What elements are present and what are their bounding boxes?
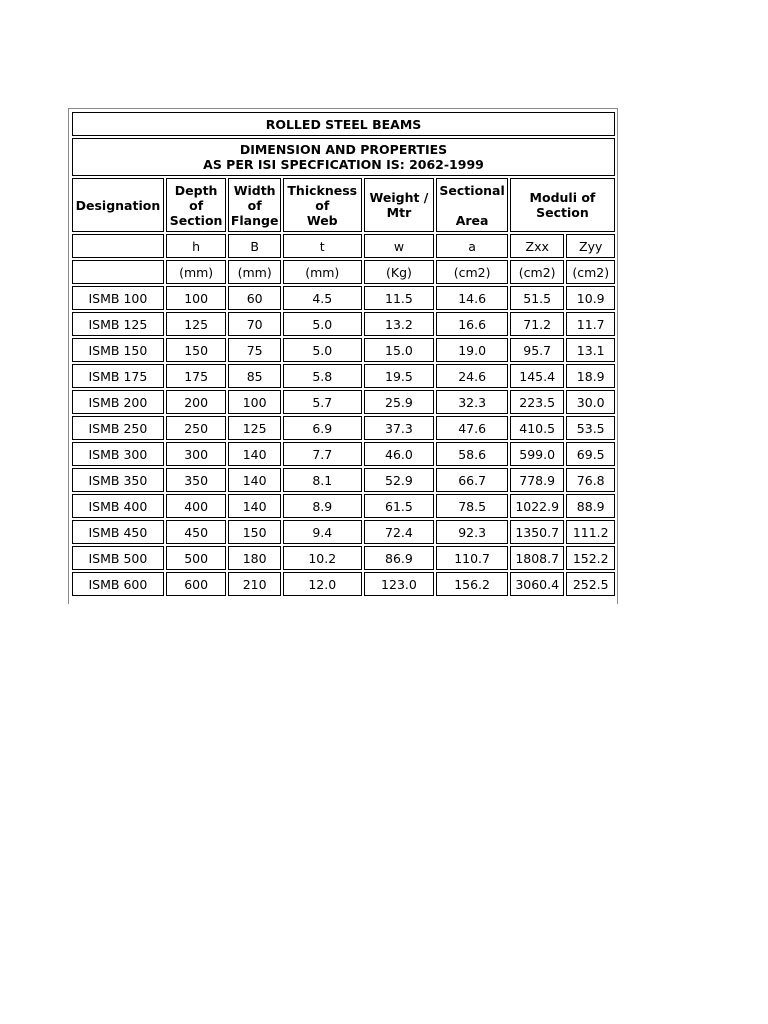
table-row: [72, 520, 615, 544]
table-cell: ISMB 450: [72, 520, 164, 544]
table-cell: 4.5: [283, 286, 362, 310]
table-cell: 85: [228, 364, 280, 388]
table-cell: 145.4: [510, 364, 565, 388]
table-row: [72, 338, 615, 362]
table-cell: 69.5: [566, 442, 615, 466]
table-cell: ISMB 350: [72, 468, 164, 492]
table-cell: 18.9: [566, 364, 615, 388]
table-cell: 200: [166, 390, 227, 414]
unit-cell: [72, 260, 164, 284]
symbol-cell: h: [166, 234, 227, 258]
table-cell: 152.2: [566, 546, 615, 570]
unit-cell: (mm): [166, 260, 227, 284]
table-cell: 24.6: [436, 364, 508, 388]
table-cell: 140: [228, 494, 280, 518]
header-area: Sectional Area: [436, 178, 508, 232]
table-cell: 66.7: [436, 468, 508, 492]
table-cell: 350: [166, 468, 227, 492]
table-cell: 100: [166, 286, 227, 310]
table-cell: 600: [166, 572, 227, 596]
table-cell: 60: [228, 286, 280, 310]
table-cell: 3060.4: [510, 572, 565, 596]
table-cell: ISMB 200: [72, 390, 164, 414]
unit-row: [72, 260, 615, 284]
table-cell: 252.5: [566, 572, 615, 596]
symbol-cell: t: [283, 234, 362, 258]
table-cell: ISMB 300: [72, 442, 164, 466]
header-width: Width of Flange: [228, 178, 280, 232]
table-cell: 175: [166, 364, 227, 388]
table-row: [72, 286, 615, 310]
table-cell: 210: [228, 572, 280, 596]
table-cell: 25.9: [364, 390, 435, 414]
table-cell: 15.0: [364, 338, 435, 362]
table-cell: 1808.7: [510, 546, 565, 570]
table-row: [72, 442, 615, 466]
table-cell: 11.5: [364, 286, 435, 310]
table-cell: 5.0: [283, 312, 362, 336]
table-cell: ISMB 250: [72, 416, 164, 440]
table-cell: 125: [228, 416, 280, 440]
table-cell: 140: [228, 442, 280, 466]
table-frame: [68, 108, 618, 604]
table-cell: 400: [166, 494, 227, 518]
table-cell: 53.5: [566, 416, 615, 440]
table-cell: 150: [228, 520, 280, 544]
table-title: ROLLED STEEL BEAMS: [72, 112, 615, 136]
table-cell: 5.8: [283, 364, 362, 388]
table-cell: 13.2: [364, 312, 435, 336]
table-cell: ISMB 175: [72, 364, 164, 388]
table-cell: 180: [228, 546, 280, 570]
symbol-cell: w: [364, 234, 435, 258]
table-cell: ISMB 600: [72, 572, 164, 596]
header-designation: Designation: [72, 178, 164, 232]
table-cell: 52.9: [364, 468, 435, 492]
table-cell: 123.0: [364, 572, 435, 596]
unit-cell: (cm2): [566, 260, 615, 284]
table-cell: 8.1: [283, 468, 362, 492]
header-moduli: Moduli of Section: [510, 178, 615, 232]
unit-cell: (Kg): [364, 260, 435, 284]
symbol-cell: [72, 234, 164, 258]
table-cell: 16.6: [436, 312, 508, 336]
table-cell: 450: [166, 520, 227, 544]
table-cell: 10.9: [566, 286, 615, 310]
table-cell: 71.2: [510, 312, 565, 336]
subtitle-line-1: DIMENSION AND PROPERTIES: [239, 142, 448, 157]
table-row: [72, 364, 615, 388]
table-cell: 86.9: [364, 546, 435, 570]
symbol-cell: a: [436, 234, 508, 258]
table-cell: 72.4: [364, 520, 435, 544]
unit-cell: (mm): [228, 260, 280, 284]
table-cell: 19.5: [364, 364, 435, 388]
table-row: [72, 546, 615, 570]
symbol-cell: Zxx: [510, 234, 565, 258]
table-cell: 37.3: [364, 416, 435, 440]
table-cell: 1350.7: [510, 520, 565, 544]
header-thickness: Thickness of Web: [283, 178, 362, 232]
table-cell: 78.5: [436, 494, 508, 518]
table-cell: 76.8: [566, 468, 615, 492]
header-depth: Depth of Section: [166, 178, 227, 232]
symbol-cell: B: [228, 234, 280, 258]
table-cell: 75: [228, 338, 280, 362]
table-cell: ISMB 400: [72, 494, 164, 518]
table-cell: 7.7: [283, 442, 362, 466]
table-cell: 13.1: [566, 338, 615, 362]
table-cell: 32.3: [436, 390, 508, 414]
table-cell: 300: [166, 442, 227, 466]
table-cell: 95.7: [510, 338, 565, 362]
table-cell: 6.9: [283, 416, 362, 440]
table-cell: 19.0: [436, 338, 508, 362]
table-row: [72, 494, 615, 518]
table-cell: 100: [228, 390, 280, 414]
table-cell: 58.6: [436, 442, 508, 466]
table-cell: ISMB 100: [72, 286, 164, 310]
table-cell: 599.0: [510, 442, 565, 466]
table-row: [72, 390, 615, 414]
steel-beams-table: [69, 109, 617, 598]
table-cell: ISMB 150: [72, 338, 164, 362]
table-cell: 70: [228, 312, 280, 336]
table-cell: 51.5: [510, 286, 565, 310]
table-cell: 778.9: [510, 468, 565, 492]
table-cell: 140: [228, 468, 280, 492]
table-cell: 8.9: [283, 494, 362, 518]
table-cell: 88.9: [566, 494, 615, 518]
table-cell: 5.7: [283, 390, 362, 414]
table-cell: 10.2: [283, 546, 362, 570]
table-cell: ISMB 500: [72, 546, 164, 570]
table-cell: 156.2: [436, 572, 508, 596]
table-cell: 5.0: [283, 338, 362, 362]
table-cell: ISMB 125: [72, 312, 164, 336]
table-cell: 110.7: [436, 546, 508, 570]
table-cell: 47.6: [436, 416, 508, 440]
header-weight: Weight / Mtr: [364, 178, 435, 232]
table-cell: 500: [166, 546, 227, 570]
unit-cell: (cm2): [510, 260, 565, 284]
table-row: [72, 468, 615, 492]
table-cell: 250: [166, 416, 227, 440]
symbol-cell: Zyy: [566, 234, 615, 258]
table-cell: 14.6: [436, 286, 508, 310]
table-cell: 9.4: [283, 520, 362, 544]
table-row: [72, 312, 615, 336]
table-cell: 11.7: [566, 312, 615, 336]
unit-cell: (cm2): [436, 260, 508, 284]
table-cell: 61.5: [364, 494, 435, 518]
subtitle-line-2: AS PER ISI SPECFICATION IS: 2062-1999: [203, 157, 484, 172]
symbol-row: [72, 234, 615, 258]
table-cell: 12.0: [283, 572, 362, 596]
table-cell: 223.5: [510, 390, 565, 414]
table-row: [72, 572, 615, 596]
table-cell: 410.5: [510, 416, 565, 440]
unit-cell: (mm): [283, 260, 362, 284]
table-cell: 46.0: [364, 442, 435, 466]
table-cell: 111.2: [566, 520, 615, 544]
table-cell: 125: [166, 312, 227, 336]
table-cell: 1022.9: [510, 494, 565, 518]
table-subtitle: [72, 138, 615, 176]
table-cell: 92.3: [436, 520, 508, 544]
table-row: [72, 416, 615, 440]
column-header-row: [72, 178, 615, 232]
table-cell: 150: [166, 338, 227, 362]
table-cell: 30.0: [566, 390, 615, 414]
